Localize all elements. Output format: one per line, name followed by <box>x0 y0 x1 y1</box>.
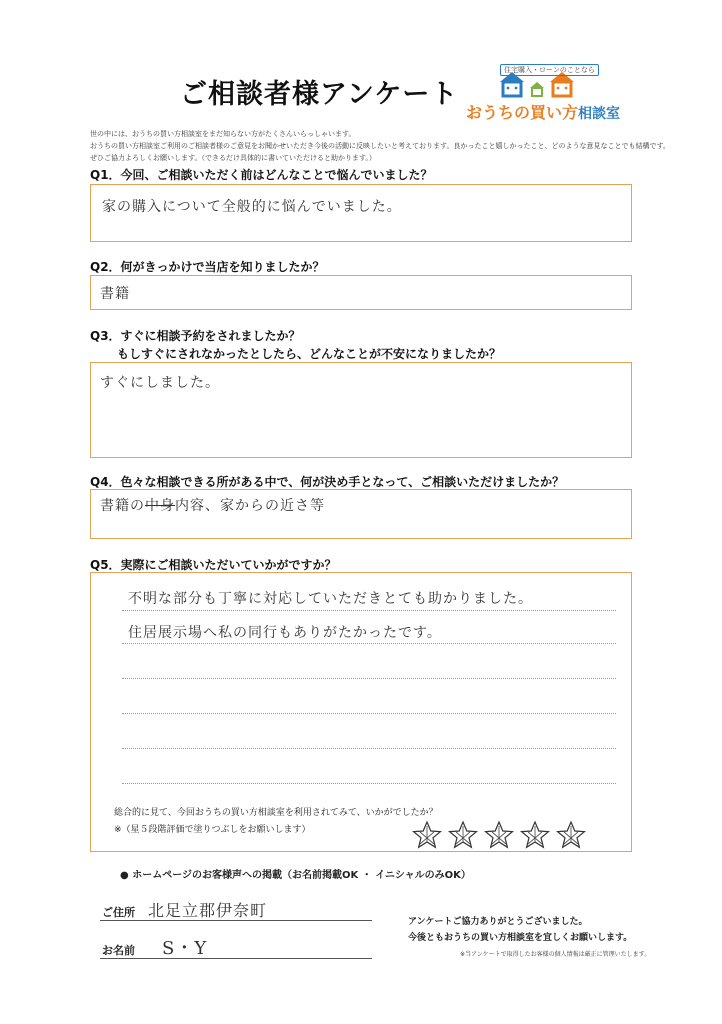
q5-ruled-line <box>122 783 616 784</box>
intro-line: 世の中には、おうちの買い方相談室をまだ知らない方がたくさんいらっしゃいます。 <box>90 130 356 138</box>
q4-answer-struck: 中身 <box>145 498 175 514</box>
name-label: お名前 <box>102 944 135 957</box>
q2-answer: 書籍 <box>100 286 130 302</box>
logo-wordmark <box>466 100 620 123</box>
page-title: ご相談者様アンケート <box>180 79 459 110</box>
q4-answer-prefix: 書籍の <box>100 498 145 514</box>
q3-answer: すぐにしました。 <box>100 375 220 391</box>
q5-answer-line2: 住居展示場へ私の同行もありがたかったです。 <box>128 625 442 641</box>
intro-text <box>90 128 670 164</box>
q4-answer-rest: 内容、家からの近さ等 <box>175 498 325 514</box>
rating-star-icon[interactable] <box>448 820 478 850</box>
logo-main: おうちの買い方 <box>466 103 579 122</box>
q1-answer: 家の購入について全般的に悩んでいました。 <box>102 199 402 215</box>
q5-ruled-line <box>122 713 616 714</box>
privacy-note: ※当アンケートで取得したお客様の個人情報は厳正に管理いたします。 <box>460 951 651 958</box>
logo-tagline: 住宅購入・ローンのことなら <box>500 64 599 76</box>
homepage-consent-text: ホームページのお客様声への掲載（お名前掲載OK ・ イニシャルのみOK） <box>132 870 471 881</box>
rating-star-icon[interactable] <box>484 820 514 850</box>
q2-answer-box[interactable] <box>90 275 632 310</box>
rating-star-icon[interactable] <box>412 820 442 850</box>
thanks-line2: 今後ともおうちの買い方相談室を宜しくお願いします。 <box>408 933 633 943</box>
homepage-consent-label <box>120 866 471 881</box>
q4-label: Q4．色々な相談できる所がある中で、何が決め手となって、ご相談いただけましたか？ <box>90 475 565 489</box>
q5-ruled-line <box>122 678 616 679</box>
rating-note: ※（星５段階評価で塗りつぶしをお願いします） <box>114 825 311 835</box>
q5-answer-line1: 不明な部分も丁寧に対応していただきとても助かりました。 <box>128 591 533 607</box>
logo-sub: 相談室 <box>578 106 621 122</box>
name-value[interactable]: S・Y <box>162 938 208 959</box>
intro-line: おうちの買い方相談室ご利用のご相談者様のご意見をお聞かせいただき今後の活動に反映したいと考えております。良かったこと嬉しかったこと、どのような意見なことでも結構です。 <box>90 142 670 150</box>
q5-ruled-line <box>122 643 616 644</box>
bullet-icon: ● <box>120 870 133 881</box>
q5-ruled-line <box>122 610 616 611</box>
address-underline <box>100 920 372 921</box>
rating-star-icon[interactable] <box>520 820 550 850</box>
rating-prompt: 総合的に見て、今回おうちの買い方相談室を利用されてみて、いかがでしたか？ <box>114 808 438 818</box>
thanks-line1: アンケートご協力ありがとうございました。 <box>408 917 588 927</box>
q5-ruled-line <box>122 748 616 749</box>
q2-label: Q2．何がきっかけで当店を知りましたか？ <box>90 260 325 274</box>
q3-label: Q3．すぐに相談予約をされましたか？ <box>90 329 301 343</box>
q4-answer <box>100 495 325 515</box>
name-underline <box>100 958 372 959</box>
address-value[interactable]: 北足立郡伊奈町 <box>148 901 268 920</box>
q3-label-sub: もしすぐにされなかったとしたら、どんなことが不安になりましたか？ <box>117 347 502 361</box>
q1-label: Q1．今回、ご相談いただく前はどんなことで悩んでいました？ <box>90 168 433 182</box>
intro-line: ぜひご協力よろしくお願いします。（できるだけ具体的に書いていただけると助かります。） <box>90 154 376 162</box>
q5-label: Q5．実際にご相談いただいていかがですか？ <box>90 558 337 572</box>
address-label: ご住所 <box>102 906 135 919</box>
rating-star-icon[interactable] <box>556 820 586 850</box>
